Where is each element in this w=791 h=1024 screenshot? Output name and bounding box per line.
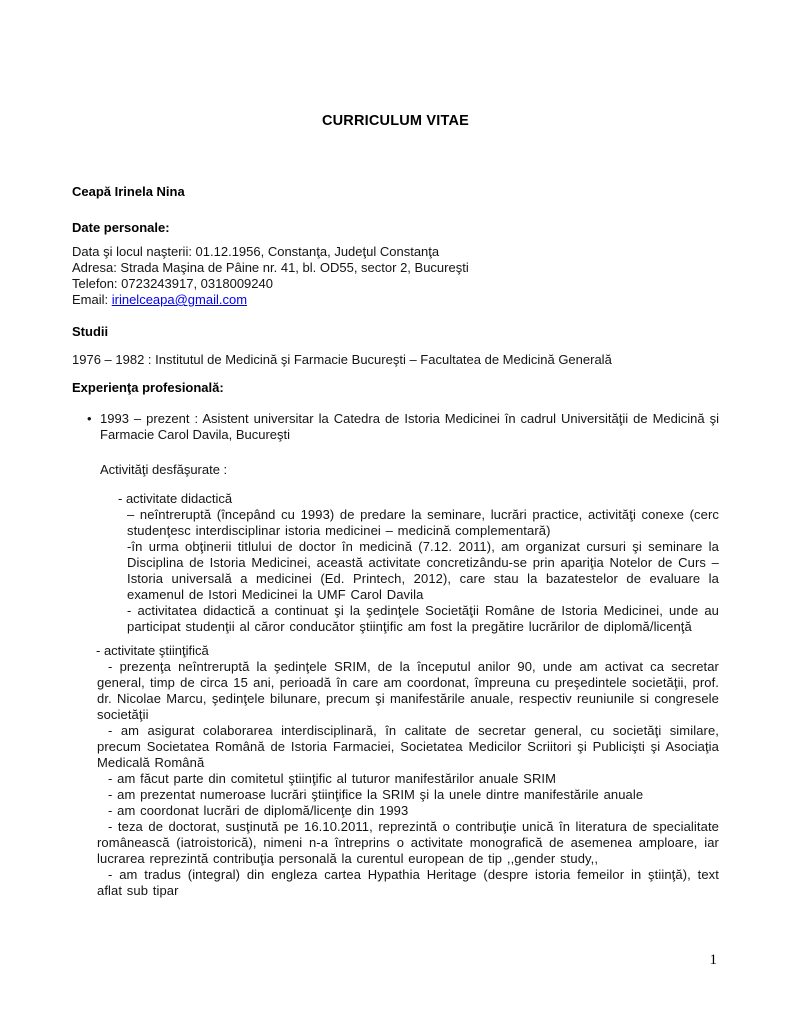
- address-line: Adresa: Strada Maşina de Pâine nr. 41, bl. OD55, sector 2, Bucureşti: [72, 260, 469, 275]
- bullet-dot-icon: •: [87, 411, 92, 426]
- experience-bullet-item: [72, 411, 719, 443]
- cv-content: [72, 112, 719, 899]
- document-title: CURRICULUM VITAE: [321, 113, 470, 129]
- email-label: Email:: [72, 292, 112, 307]
- phone-line: Telefon: 0723243917, 0318009240: [72, 276, 273, 291]
- didactic-paragraph: -în urma obţinerii titlului de doctor în medicină (7.12. 2011), am organizat cursuri şi seminare la Disciplina de Istoria Medicinei, această activitate concretizându-se prin apariţia Notelor de Curs – Istoria universală a medicinei (Ed. Printech, 2012), care stau la bazatestelor de evaluare la examenul de Istori Medicinei la UMF Carol Davila: [127, 539, 719, 602]
- birth-line: Data şi locul naşterii: 01.12.1956, Constanţa, Judeţul Constanţa: [72, 244, 440, 259]
- scientific-paragraph: - teza de doctorat, susţinută pe 16.10.2011, reprezintă o contribuţie unică în literatura de specialitate românească (iatroistorică), nimeni n-a întreprins o activitate monografică de asemenea amploare, iar lucrarea reprezintă contribuţia personală la curentul european de tip ,,gender study,,: [97, 819, 719, 866]
- scientific-paragraph: - prezenţa neîntreruptă la şedinţele SRIM, de la începutul anilor 90, unde am activat ca secretar general, timp de circa 15 ani, perioadă în care am coordonat, împreuna cu preşedintele societăţii, prof. dr. Nicolae Marcu, şedinţele bilunare, precum şi manifestările anuale, respectiv reuniunile si congresele societăţii: [97, 659, 719, 722]
- email-line: [72, 292, 719, 308]
- studies-heading: Studii: [72, 324, 109, 339]
- activities-heading: Activităţi desfăşurate :: [100, 462, 228, 477]
- scientific-paragraph: - am tradus (integral) din engleza cartea Hypathia Heritage (despre istoria femeilor in ştiinţă), text aflat sub tipar: [97, 867, 719, 898]
- scientific-activity-heading: - activitate ştiinţifică: [96, 643, 209, 658]
- scientific-paragraph: - am asigurat colaborarea interdisciplinară, în calitate de secretar general, cu societăţi similare, precum Societatea Română de Istoria Farmaciei, Societatea Medicilor Scriitori şi Publicişti şi Asociaţia Medicală Română: [97, 723, 719, 770]
- didactic-activity-heading: - activitate didactică: [118, 491, 233, 506]
- person-name: Ceapă Irinela Nina: [72, 184, 185, 199]
- personal-data-heading: Date personale:: [72, 220, 170, 235]
- page-number: 1: [709, 952, 717, 968]
- experience-bullet-text: 1993 – prezent : Asistent universitar la Catedra de Istoria Medicinei în cadrul Universităţii de Medicină şi Farmacie Carol Davila, Bucureşti: [100, 411, 719, 442]
- scientific-paragraph: - am prezentat numeroase lucrări ştiinţifice la SRIM şi la unele dintre manifestările anuale: [108, 787, 644, 802]
- didactic-paragraph: – neîntreruptă (începând cu 1993) de predare la seminare, lucrări practice, activităţi conexe (cerc studenţesc interdisciplinar istoria medicinei – medicină complementară): [127, 507, 719, 538]
- scientific-paragraph: - am făcut parte din comitetul ştiinţific al tuturor manifestărilor anuale SRIM: [108, 771, 557, 786]
- didactic-paragraph: - activitatea didactică a continuat şi la şedinţele Societăţii Române de Istoria Medicinei, unde au participat studenţii al căror conducător ştiinţific am fost la pregătire lucrărilor de diplomă/licenţă: [127, 603, 719, 634]
- studies-line: 1976 – 1982 : Institutul de Medicină şi Farmacie Bucureşti – Facultatea de Medicină Generală: [72, 352, 612, 367]
- personal-data-block: [72, 244, 719, 308]
- experience-heading: Experienţa profesională:: [72, 380, 224, 395]
- email-link[interactable]: irinelceapa@gmail.com: [111, 292, 248, 307]
- scientific-paragraph: - am coordonat lucrări de diplomă/licenţe din 1993: [108, 803, 409, 818]
